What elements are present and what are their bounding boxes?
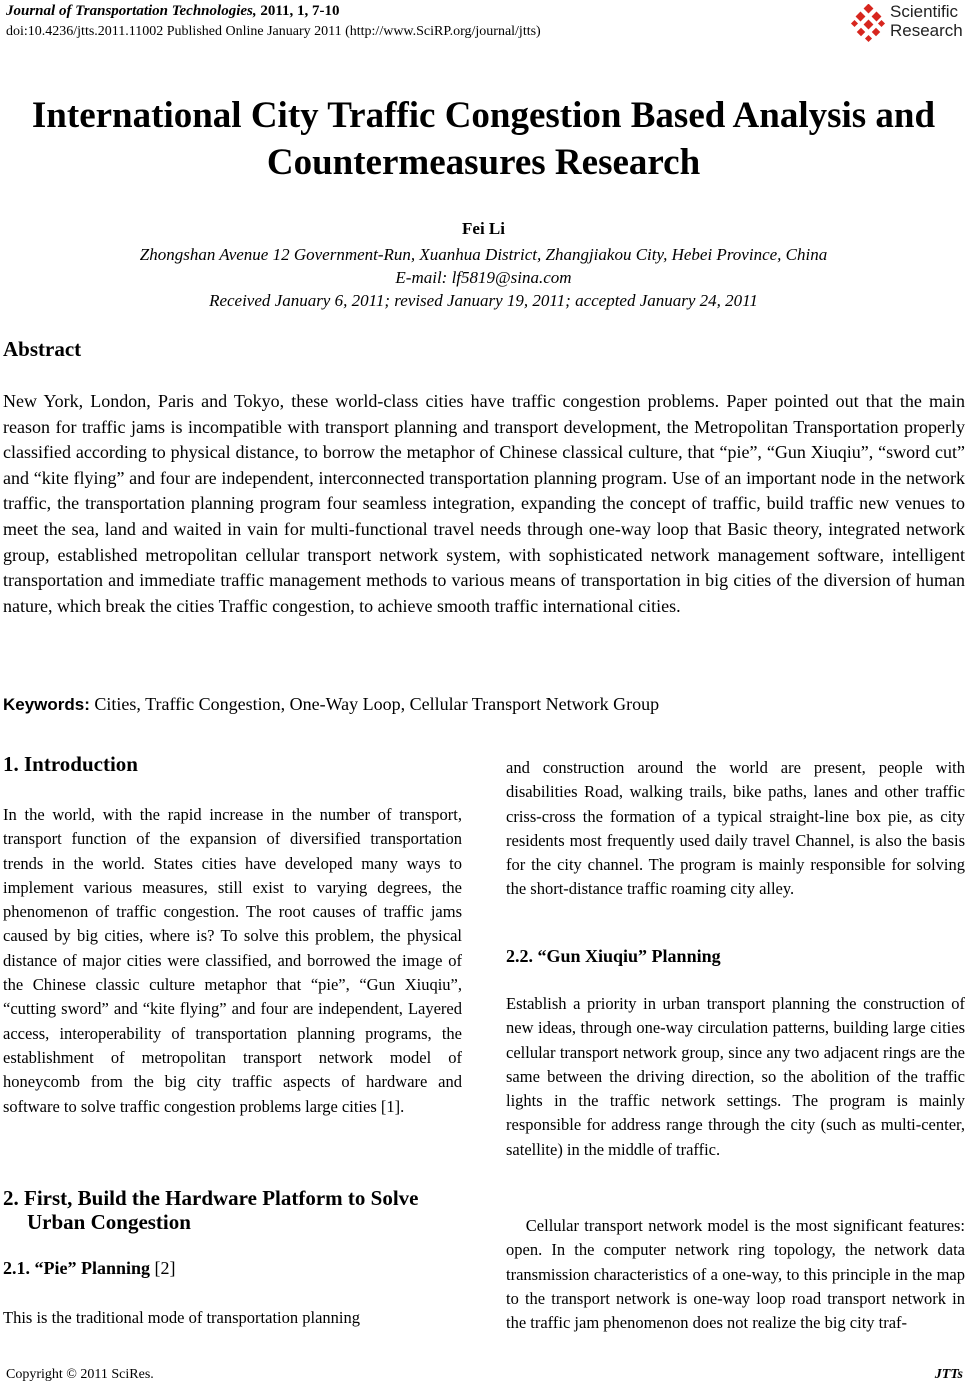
abstract-heading: Abstract xyxy=(3,337,82,361)
logo-line-2: Research xyxy=(890,21,963,40)
publisher-logo xyxy=(850,2,965,46)
author-info xyxy=(0,243,967,312)
publisher-logo-icon xyxy=(850,4,888,44)
section-2-2-text: Establish a priority in urban transport planning the construction of new ideas, through one-way circulation patterns, building large cities cellular transport network group, since any two adjacent rings are the same between the driving direction, so the abolition of the traffic lights in the traffic network settings. The program is mainly responsible for address range through the city (such as multi-center, satellite) in the middle of traffic. xyxy=(506,994,965,1159)
column-2-paragraph-1: and construction around the world are present, people with disabilities Road, walking trails, bike paths, lanes and other traffic criss-cross the formation of a typical straight-line box pie, as city residents most frequently used daily travel Channel, is also the basis for the city channel. The program is mainly responsible for solving the short-distance traffic roaming city alley. xyxy=(506,758,965,899)
section-2-1-title: 2.1. “Pie” Planning xyxy=(3,1258,151,1278)
dates: Received January 6, 2011; revised January 19, 2011; accepted January 24, 2011 xyxy=(209,291,758,310)
keywords-label: Keywords: xyxy=(3,695,90,714)
journal-citation xyxy=(6,3,340,20)
section-1-heading: 1. Introduction xyxy=(3,752,138,776)
keywords-text: Cities, Traffic Congestion, One-Way Loop, Cellular Transport Network Group xyxy=(89,694,660,714)
logo-line-1: Scientific xyxy=(890,2,959,21)
section-2-heading: 2. First, Build the Hardware Platform to Solve Urban Congestion xyxy=(3,1186,419,1234)
doi-line: doi:10.4236/jtts.2011.11002 Published Online January 2011 (http://www.SciRP.org/journal/jtts) xyxy=(6,24,541,39)
section-2-2-heading: 2.2. “Gun Xiuqiu” Planning xyxy=(506,946,721,966)
abstract-text: New York, London, Paris and Tokyo, these world-class cities have traffic congestion problems. Paper pointed out that the main reason for traffic jams is incompatible with transport planning and transport development, the Metropolitan Transportation properly classified according to physical distance, to borrow the metaphor of Chinese classical culture, that “pie”, “Gun Xiuqiu”, “sword cut” and “kite flying” and four are independent, interconnected transportation planning program. Use of an important node in the network traffic, the transportation planning program four seamless integration, expanding the concept of traffic, build traffic new venues to meet the sea, land and waited in vain for multi-functional travel needs through one-way loop that Basic theory, integrated network group, established metropolitan cellular transport network system, with sophisticated network management software, intelligent transportation and immediate traffic management methods to various means of transportation in big cities of the diversion of human nature, which break the cities Traffic congestion, to achieve smooth traffic international cities. xyxy=(3,391,965,616)
journal-name: Journal of Transportation Technologies, xyxy=(6,3,257,19)
copyright: Copyright © 2011 SciRes. xyxy=(6,1367,154,1382)
logo-wordmark xyxy=(890,2,963,40)
paper-title: International City Traffic Congestion Based Analysis and Countermeasures Research xyxy=(31,95,936,183)
section-2-1-heading xyxy=(3,1258,462,1279)
journal-volume: 2011, 1, 7-10 xyxy=(256,3,340,19)
section-2-1-ref: [2] xyxy=(150,1258,176,1278)
section-2-1-text: This is the traditional mode of transportation planning xyxy=(3,1308,360,1327)
author-name: Fei Li xyxy=(462,219,505,238)
section-2-2-text-2: Cellular transport network model is the most significant features: open. In the computer network ring topology, the network data transmission characteristics of a one-way, to this principle in the map to the transport network is one-way loop road transport network in the traffic jam phenomenon does not realize the big city traf- xyxy=(506,1216,965,1333)
affiliation: Zhongshan Avenue 12 Government-Run, Xuanhua District, Zhangjiakou City, Hebei Province, China xyxy=(139,245,828,264)
section-1-text: In the world, with the rapid increase in the number of transport, transport function of the expansion of diversified transportation trends in the world. States cities have developed many ways to implement various measures, still exist to varying degrees, the phenomenon of traffic congestion. The root causes of traffic jams caused by big cities, where is? To solve this problem, the physical distance of major cities were classified, and borrowed the image of the Chinese classic culture metaphor that “pie”, “Gun Xiuqiu”, “cutting sword” and “kite flying” and four are independent, Layered access, interoperability of transportation planning programs, the establishment of metropolitan transport network model of honeycomb from the big city traffic aspects of hardware and software to solve traffic congestion problems large cities [1]. xyxy=(3,805,462,1116)
email: E-mail: lf5819@sina.com xyxy=(395,268,572,287)
keywords xyxy=(3,694,965,715)
journal-abbreviation: JTTs xyxy=(934,1367,963,1382)
